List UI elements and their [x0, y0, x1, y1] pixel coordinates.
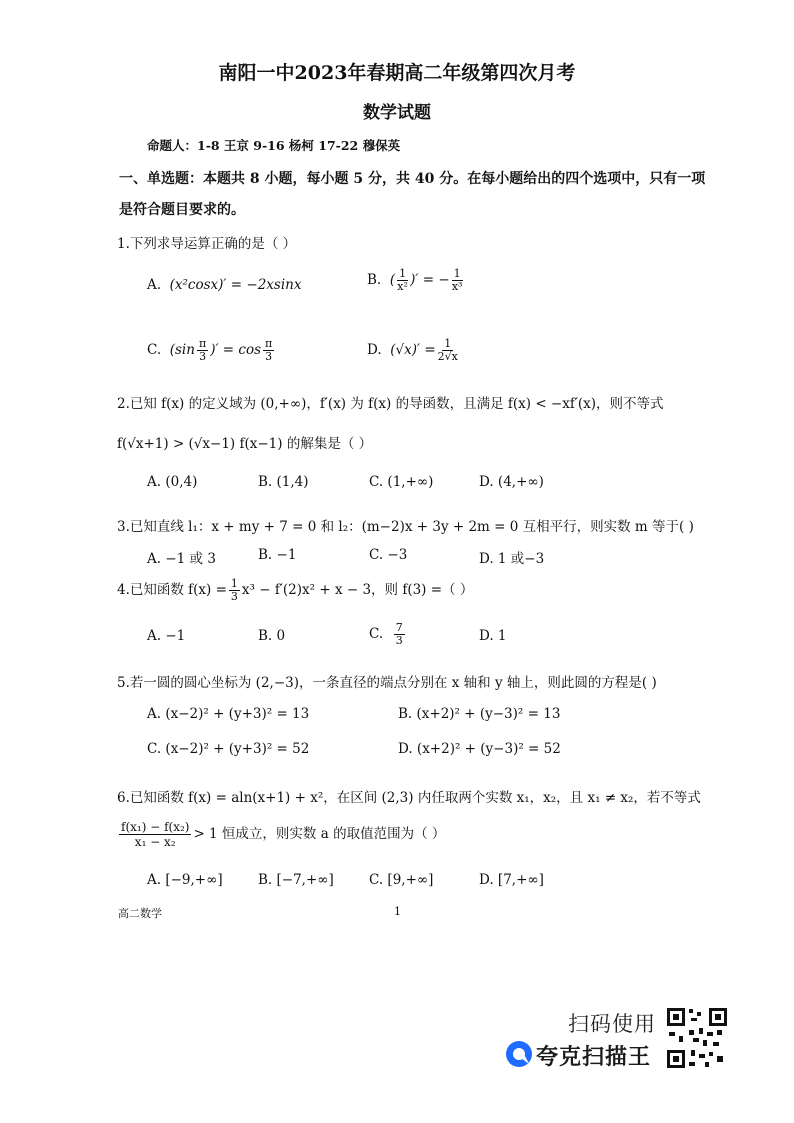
section-heading-line1: 一、单选题：本题共 8 小题，每小题 5 分，共 40 分。在每小题给出的四个选项中，只有一项 — [119, 171, 706, 187]
q6-option-a: A. [−9,+∞] — [147, 872, 223, 888]
question-6-stem-line2: $\frac{\text{f(x₁) − f(x₂)}}{\text{x₁ − x₂}}$ > 1 恒成立，则实数 a 的取值范围为（ ） — [121, 820, 446, 849]
q5-option-c: C. (x−2)² + (y+3)² = 52 — [147, 741, 310, 757]
question-3-stem: 3.已知直线 l₁：x + my + 7 = 0 和 l₂：(m−2)x + 3y + 2m = 0 互相平行，则实数 m 等于( ) — [117, 519, 694, 535]
scanner-brand: 夸克扫描王 — [536, 1045, 652, 1070]
q5-option-a: A. (x−2)² + (y+3)² = 13 — [147, 706, 310, 722]
exam-subtitle: 数学试题 — [363, 103, 431, 123]
q2-option-d: D. (4,+∞) — [479, 474, 544, 490]
q4-option-a: A. −1 — [147, 628, 186, 644]
scan-label: 扫码使用 — [568, 1012, 656, 1036]
question-6-stem-line1: 6.已知函数 f(x) = aln(x+1) + x²，在区间 (2,3) 内任取两个实数 x₁，x₂，且 x₁ ≠ x₂，若不等式 — [117, 790, 701, 806]
question-2-stem-line1: 2.已知 f(x) 的定义域为 (0,+∞)，f′(x) 为 f(x) 的导函数，且满足 f(x) < −xf′(x)，则不等式 — [117, 396, 664, 412]
q1-option-a: A. (x²cosx)′ = −2xsinx — [147, 277, 302, 293]
question-1-stem: 1.下列求导运算正确的是（ ） — [117, 236, 297, 252]
q1-option-b: B. ( $\frac{1}{\text{x²}}$ )′ = − $\frac{1}{\text{x³}}$ — [367, 267, 463, 293]
q1-option-c: C. (sin $\frac{\pi}{3}$ )′ = cos $\frac{\pi}{3}$ — [147, 337, 273, 363]
q1-option-d: D. (√x)′ = $\frac{1}{2√x}$ — [367, 337, 458, 363]
q6-option-b: B. [−7,+∞] — [258, 872, 334, 888]
q2-option-a: A. (0,4) — [147, 474, 198, 490]
q3-option-a: A. −1 或 3 — [147, 551, 216, 567]
q3-option-b: B. −1 — [258, 547, 297, 563]
q2-option-c: C. (1,+∞) — [369, 474, 434, 490]
q4-option-b: B. 0 — [258, 628, 286, 644]
authors-line: 命题人：1-8 王京 9-16 杨柯 17-22 穆保英 — [147, 138, 401, 153]
q3-option-c: C. −3 — [369, 547, 408, 563]
qr-code-icon — [665, 1006, 729, 1070]
q6-option-d: D. [7,+∞] — [479, 872, 544, 888]
quark-logo-icon — [505, 1040, 533, 1068]
question-4-stem: 4.已知函数 f(x) = $\frac{1}{3}$ x³ − f′(2)x² + x − 3，则 f(3) =（ ） — [117, 577, 474, 603]
q2-option-b: B. (1,4) — [258, 474, 309, 490]
q5-option-d: D. (x+2)² + (y−3)² = 52 — [398, 741, 561, 757]
footer-subject: 高二数学 — [118, 907, 162, 920]
q4-option-c: C. $\frac{7}{3}$ — [369, 621, 403, 647]
question-2-stem-line2: f(√x+1) > (√x−1) f(x−1) 的解集是（ ） — [117, 436, 373, 452]
q5-option-b: B. (x+2)² + (y−3)² = 13 — [398, 706, 561, 722]
exam-title: 南阳一中2023年春期高二年级第四次月考 — [218, 62, 576, 84]
q6-option-c: C. [9,+∞] — [369, 872, 434, 888]
q4-option-d: D. 1 — [479, 628, 507, 644]
page-number: 1 — [394, 905, 401, 918]
section-heading-line2: 是符合题目要求的。 — [119, 202, 245, 218]
q3-option-d: D. 1 或−3 — [479, 551, 545, 567]
question-5-stem: 5.若一圆的圆心坐标为 (2,−3)，一条直径的端点分别在 x 轴和 y 轴上，则此圆的方程是( ) — [117, 675, 657, 691]
